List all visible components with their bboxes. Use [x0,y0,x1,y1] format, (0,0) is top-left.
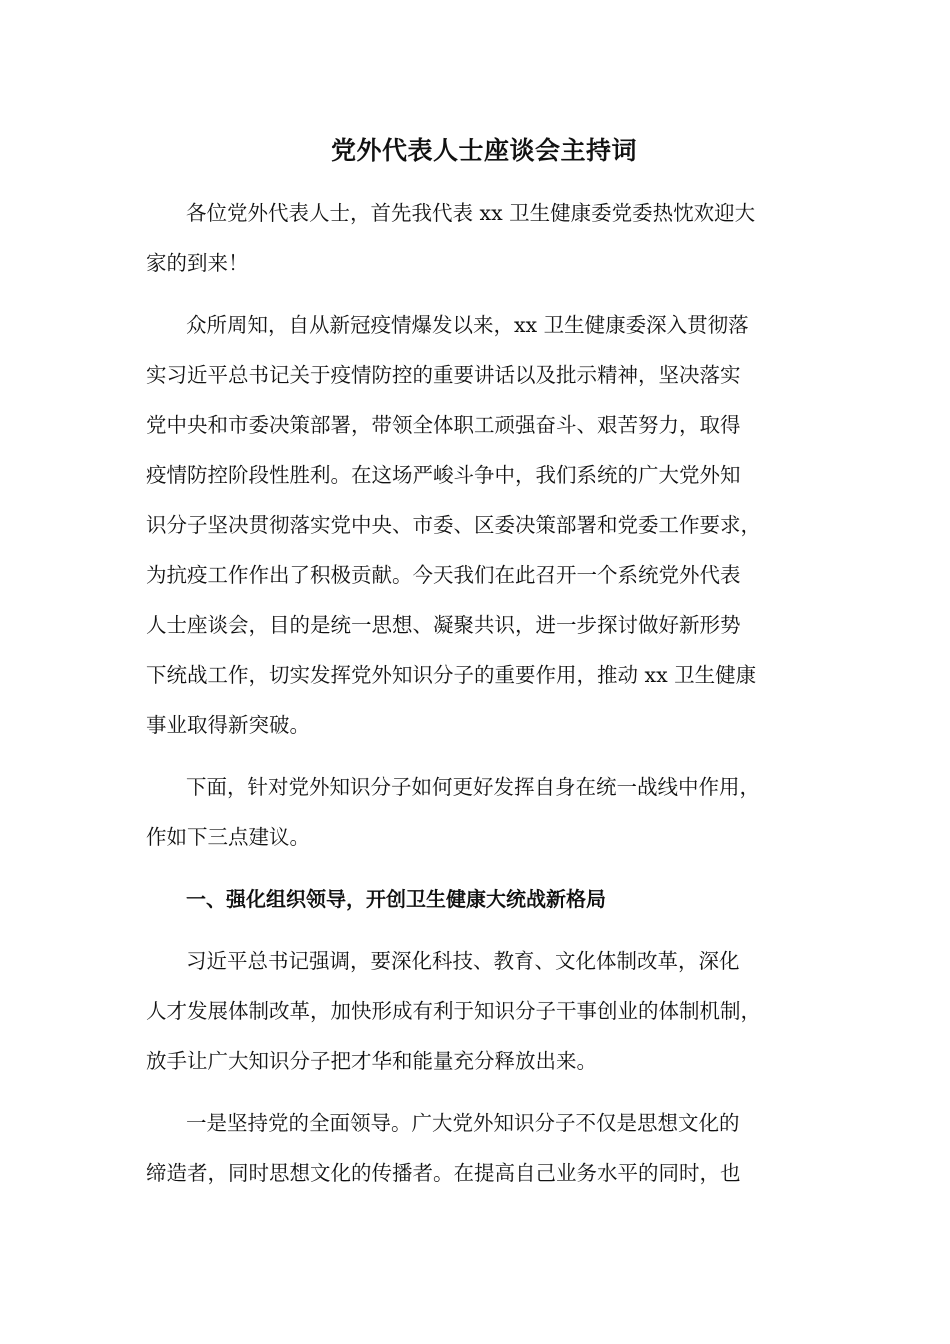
paragraph-line: 人士座谈会，目的是统一思想、凝聚共识，进一步探讨做好新形势 [146,613,741,637]
paragraph-line: 众所周知，自从新冠疫情爆发以来，xx 卫生健康委深入贯彻落 [186,313,749,337]
paragraph-line: 党中央和市委决策部署，带领全体职工顽强奋斗、艰苦努力，取得 [146,413,741,437]
paragraph-line: 家的到来！ [146,251,249,275]
section-heading-1 [146,874,822,924]
section-heading-text: 一、强化组织领导，开创卫生健康大统战新格局 [186,887,606,911]
paragraph-line: 各位党外代表人士，首先我代表 xx 卫生健康委党委热忱欢迎大 [186,201,756,225]
paragraph-line: 一是坚持党的全面领导。广大党外知识分子不仅是思想文化的 [186,1111,740,1135]
paragraph-line: 缔造者，同时思想文化的传播者。在提高自己业务水平的同时，也 [146,1161,741,1185]
paragraph-quote [146,936,822,1086]
document-title: 党外代表人士座谈会主持词 [330,136,637,165]
paragraph-background [146,300,822,750]
paragraph-line: 下面，针对党外知识分子如何更好发挥自身在统一战线中作用， [186,775,760,799]
paragraph-intro-suggestions [146,762,822,862]
paragraph-point-1 [146,1098,822,1198]
document-body [146,126,822,1210]
paragraph-line: 作如下三点建议。 [146,825,310,849]
paragraph-line: 识分子坚决贯彻落实党中央、市委、区委决策部署和党委工作要求， [146,513,761,537]
paragraph-line: 下统战工作，切实发挥党外知识分子的重要作用，推动 xx 卫生健康 [146,663,757,687]
paragraph-line: 为抗疫工作作出了积极贡献。今天我们在此召开一个系统党外代表 [146,563,741,587]
paragraph-greeting [146,188,822,288]
paragraph-line: 习近平总书记强调，要深化科技、教育、文化体制改革，深化 [186,949,740,973]
paragraph-line: 人才发展体制改革，加快形成有利于知识分子干事创业的体制机制， [146,999,761,1023]
paragraph-line: 事业取得新突破。 [146,713,310,737]
paragraph-line: 疫情防控阶段性胜利。在这场严峻斗争中，我们系统的广大党外知 [146,463,741,487]
paragraph-line: 放手让广大知识分子把才华和能量充分释放出来。 [146,1049,597,1073]
paragraph-line: 实习近平总书记关于疫情防控的重要讲话以及批示精神，坚决落实 [146,363,741,387]
